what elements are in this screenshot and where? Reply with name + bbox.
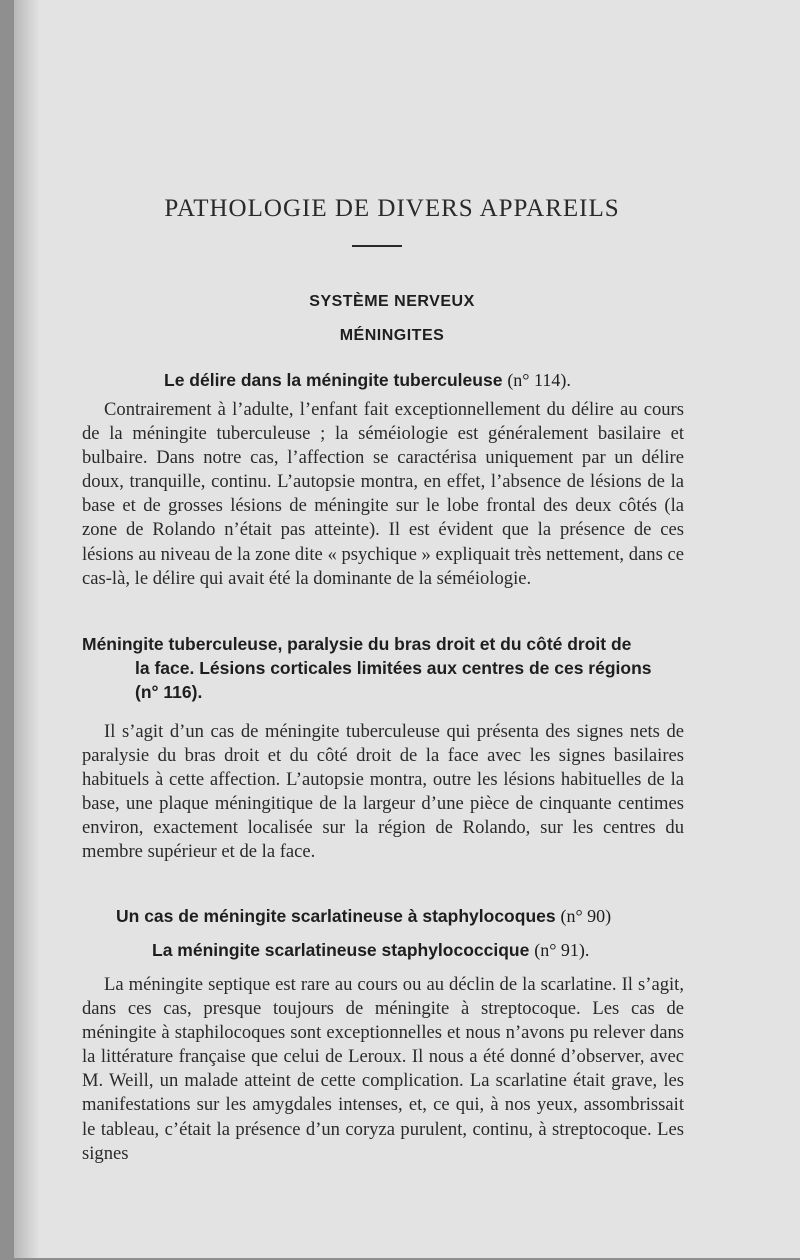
article-heading [164,368,571,392]
section-title: SYSTÈME NERVEUX [309,293,475,310]
article-reference: (n° 91). [534,940,590,960]
book-page [14,0,800,1258]
article-heading-line: Méningite tuberculeuse, paralysie du bras droit et du côté droit de [82,634,632,654]
title-rule [352,245,402,247]
subsection-title: MÉNINGITES [339,327,445,344]
article-heading-line: la face. Lésions corticales limitées aux centres de ces régions [135,658,652,678]
article-heading-text: Un cas de méningite scarlatineuse à staphylocoques [116,906,556,926]
running-head: PATHOLOGIE DE DIVERS APPAREILS [164,195,620,222]
article-reference: (n° 90) [560,906,612,926]
article-body: Contrairement à l’adulte, l’enfant fait exceptionnellement du délire au cours de la méningite tuberculeuse ; la séméiologie est généralement basilaire et bulbaire. Dans notre cas, l’affection se caractérisa uniquement par un délire doux, tranquille, continu. L’autopsie montra, en effet, l’absence de lésions de la base et de grosses lésions de méningite sur le lobe frontal des deux côtés (la zone de Rolando n’était pas atteinte). Il est évident que la présence de ces lésions au niveau de la zone dite « psychique » expliquait très nettement, dans ce cas-là, le délire qui avait été la dominante de la séméiologie. [82,399,684,589]
article-reference: (n° 116). [135,682,203,702]
page-gutter-shadow [14,0,40,1258]
article-heading [116,904,611,928]
article-heading-text: La méningite scarlatineuse staphylococcique [152,940,530,960]
article-heading [152,938,589,962]
article-body: Il s’agit d’un cas de méningite tuberculeuse qui présenta des signes nets de paralysie du bras droit et du côté droit de la face avec les signes basilaires habituels à cette affection. L’autopsie montra, outre les lésions habituelles de la base, une plaque méningitique de la largeur d’une pièce de cinquante centimes environ, exactement localisée sur la région de Rolando, sur les centres du membre supérieur et de la face. [82,721,684,863]
article-reference: (n° 114). [507,370,571,390]
article-heading-text: Le délire dans la méningite tuberculeuse [164,370,503,390]
article-heading [82,632,692,704]
article-body: La méningite septique est rare au cours ou au déclin de la scarlatine. Il s’agit, dans ces cas, presque toujours de méningite à streptocoque. Les cas de méningite à staphilocoques sont exceptionnelles et nous n’avons pu relever dans la littérature française que celui de Leroux. Il nous a été donné d’observer, avec M. Weill, un malade atteint de cette complication. La scarlatine était grave, les manifestations sur les amygdales intenses, et, ce qui, à nos yeux, assombrissait le tableau, c’était la présence d’un coryza purulent, continu, à streptocoque. Les signes [82,974,684,1164]
